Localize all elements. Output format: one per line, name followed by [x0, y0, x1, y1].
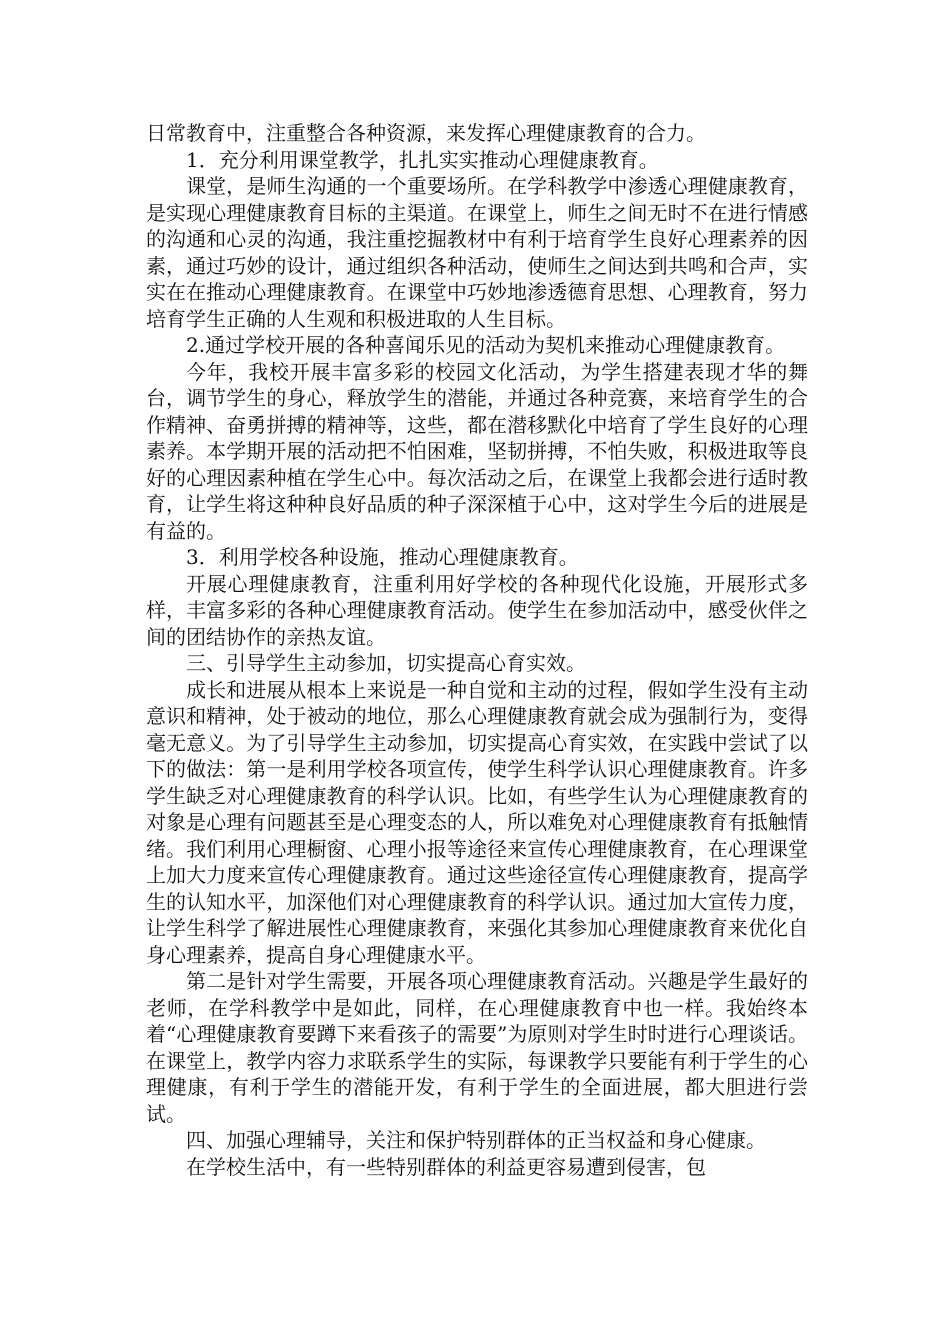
paragraph-initiative: 成长和进展从根本上来说是一种自觉和主动的过程，假如学生没有主动意识和精神，处于被动的地位，那么心理健康教育就会成为强制行为，变得毫无意义。为了引导学生主动参加，切实提高心育实效，在实践中尝试了以下的做法：第一是利用学校各项宣传，使学生科学认识心理健康教育。许多学生缺乏对心理健康教育的科学认识。比如，有些学生认为心理健康教育的对象是心理有问题甚至是心理变态的人，所以难免对心理健康教育有抵触情绪。我们利用心理橱窗、心理小报等途径来宣传心理健康教育，在心理课堂上加大力度来宣传心理健康教育。通过这些途径宣传心理健康教育，提高学生的认知水平，加深他们对心理健康教育的科学认识。通过加大宣传力度，让学生科学了解进展性心理健康教育，来强化其参加心理健康教育来优化自身心理素养，提高自身心理健康水平。 — [146, 677, 808, 967]
paragraph-special-groups: 在学校生活中，有一些特别群体的利益更容易遭到侵害，包 — [186, 1154, 706, 1179]
paragraph-intro-continuation: 日常教育中，注重整合各种资源，来发挥心理健康教育的合力。 — [146, 121, 706, 145]
section-heading-facilities: 3．利用学校各种设施，推动心理健康教育。 — [186, 545, 579, 569]
paragraph-activities: 今年，我校开展丰富多彩的校园文化活动，为学生搭建表现才华的舞台，调节学生的身心，释放学生的潜能，并通过各种竞赛，来培育学生的合作精神、奋勇拼搏的精神等，这些，都在潜移默化中培育了学生良好的心理素养。本学期开展的活动把不怕困难，坚韧拼搏，不怕失败，积极进取等良好的心理因素种植在学生心中。每次活动之后，在课堂上我都会进行适时教育，让学生将这种种良好品质的种子深深植于心中，这对学生今后的进展是有益的。 — [146, 359, 808, 543]
section-heading-activities: 2.通过学校开展的各种喜闻乐见的活动为契机来推动心理健康教育。 — [186, 333, 786, 357]
section-heading-four: 四、加强心理辅导，关注和保护特别群体的正当权益和身心健康。 — [186, 1128, 766, 1152]
paragraph-needs: 第二是针对学生需要，开展各项心理健康教育活动。兴趣是学生最好的老师，在学科教学中是如此，同样，在心理健康教育中也一样。我始终本着“心理健康教育要蹲下来看孩子的需要”为原则对学生时时进行心理谈话。在课堂上，教学内容力求联系学生的实际，每课教学只要能有利于学生的心理健康，有利于学生的潜能开发，有利于学生的全面进展，都大胆进行尝试。 — [146, 969, 808, 1126]
paragraph-facilities: 开展心理健康教育，注重利用好学校的各种现代化设施，开展形式多样，丰富多彩的各种心理健康教育活动。使学生在参加活动中，感受伙伴之间的团结协作的亲热友谊。 — [146, 571, 808, 649]
section-heading-three: 三、引导学生主动参加，切实提高心育实效。 — [186, 651, 586, 675]
section-heading-classroom: 1．充分利用课堂教学，扎扎实实推动心理健康教育。 — [186, 147, 659, 172]
paragraph-classroom: 课堂，是师生沟通的一个重要场所。在学科教学中渗透心理健康教育，是实现心理健康教育目标的主渠道。在课堂上，师生之间无时不在进行情感的沟通和心灵的沟通，我注重挖掘教材中有利于培育学生良好心理素养的因素，通过巧妙的设计，通过组织各种活动，使师生之间达到共鸣和合声，实实在在推动心理健康教育。在课堂中巧妙地渗透德育思想、心理教育，努力培育学生正确的人生观和积极进取的人生目标。 — [146, 174, 808, 331]
document-page — [146, 120, 808, 1180]
